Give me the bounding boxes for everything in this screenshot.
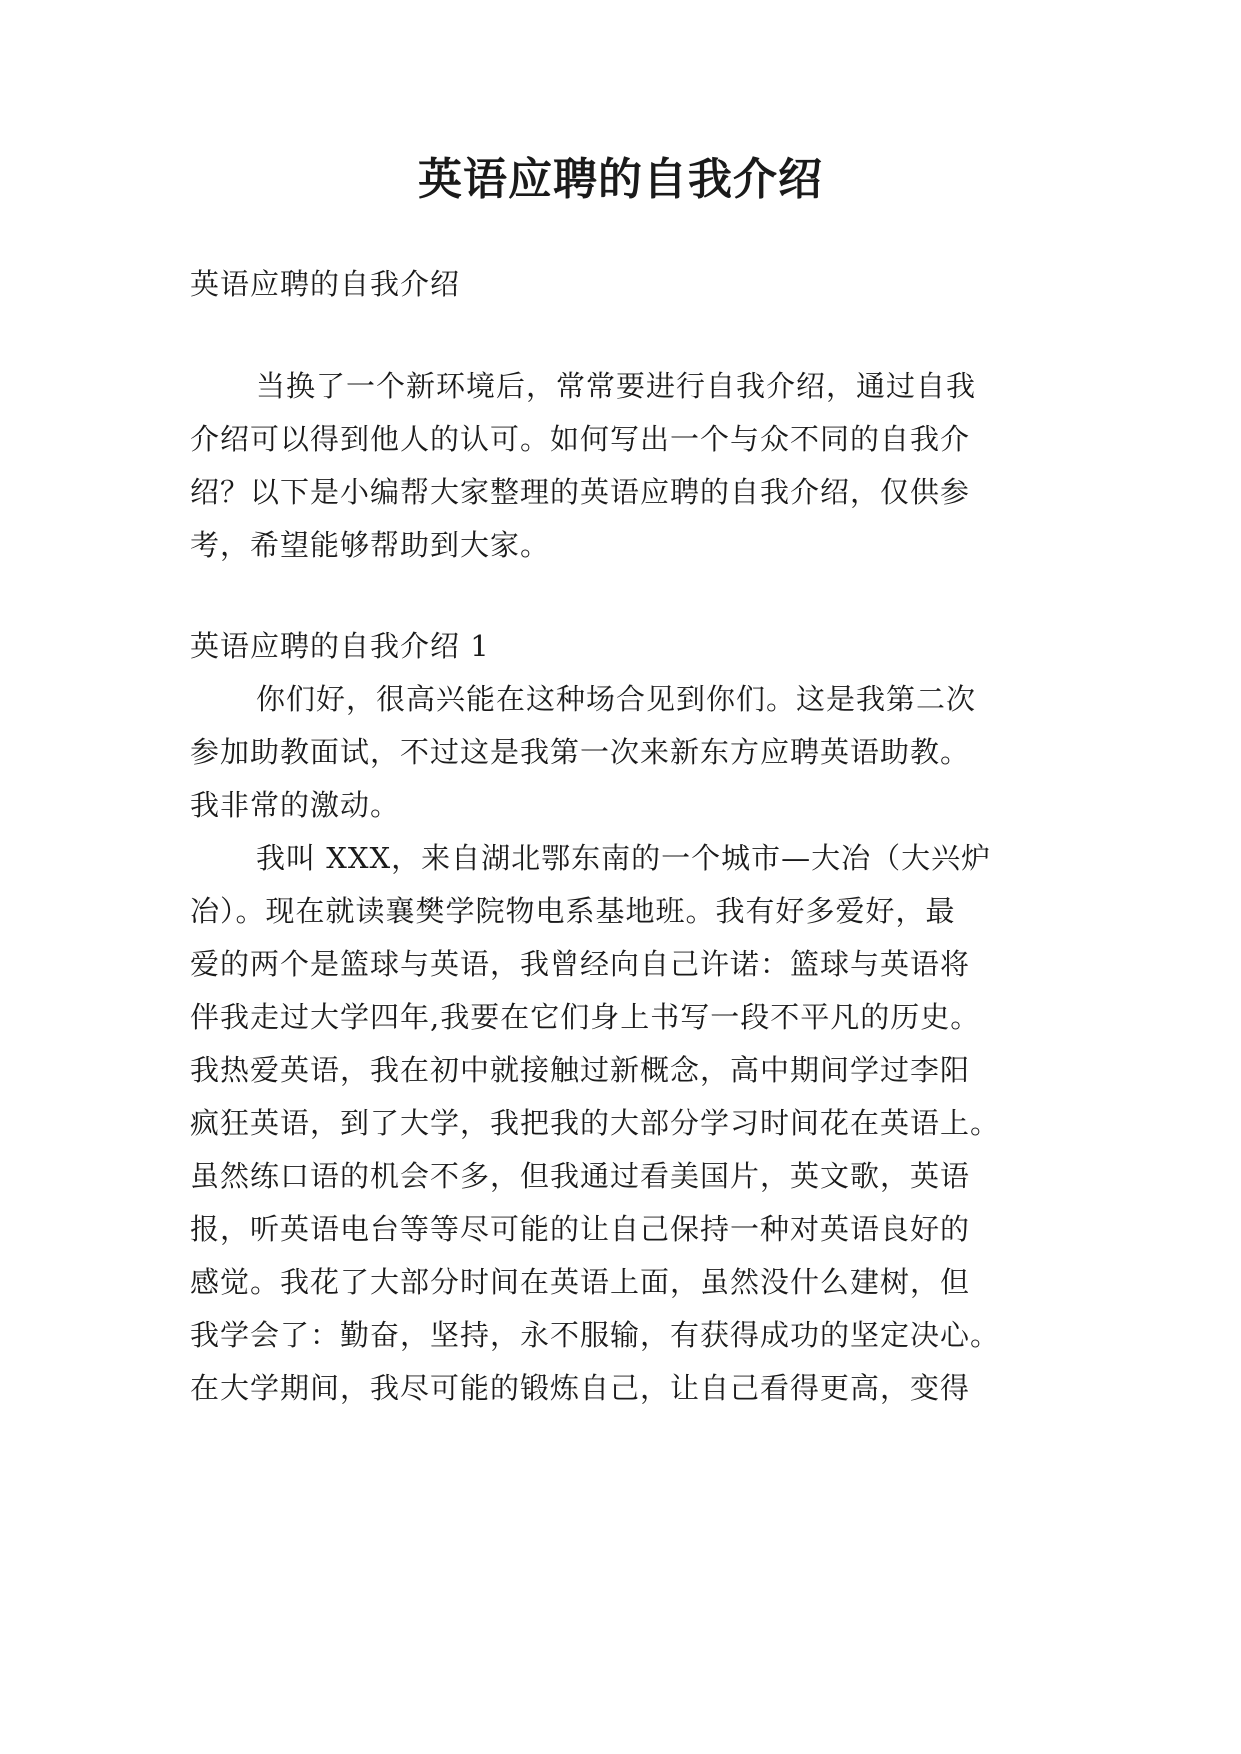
paragraph-line: 我非常的激动。: [190, 788, 401, 822]
paragraph-line: 参加助教面试，不过这是我第一次来新东方应聘英语助教。: [190, 735, 971, 769]
paragraph-line: 我学会了：勤奋，坚持，永不服输，有获得成功的坚定决心。: [190, 1318, 1001, 1352]
paragraph-line: 伴我走过大学四年,我要在它们身上书写一段不平凡的历史。: [190, 1000, 981, 1034]
intro-line: 考，希望能够帮助到大家。: [190, 528, 551, 562]
paragraph-line: 冶）。现在就读襄樊学院物电系基地班。我有好多爱好，最: [190, 894, 956, 928]
intro-line: 绍？以下是小编帮大家整理的英语应聘的自我介绍，仅供参: [190, 475, 971, 509]
paragraph-line: 疯狂英语，到了大学，我把我的大部分学习时间花在英语上。: [190, 1106, 1001, 1140]
paragraph-line: 我热爱英语，我在初中就接触过新概念，高中期间学过李阳: [190, 1053, 971, 1087]
intro-line: 当换了一个新环境后，常常要进行自我介绍，通过自我: [256, 369, 977, 403]
paragraph-line: 感觉。我花了大部分时间在英语上面，虽然没什么建树，但: [190, 1265, 971, 1299]
subtitle: 英语应聘的自我介绍: [190, 267, 461, 301]
paragraph-line: 我叫 XXX，来自湖北鄂东南的一个城市—大冶（大兴炉: [256, 841, 992, 875]
paragraph-line: 爱的两个是篮球与英语，我曾经向自己许诺：篮球与英语将: [190, 947, 971, 981]
paragraph-line: 虽然练口语的机会不多，但我通过看美国片，英文歌，英语: [190, 1159, 971, 1193]
document-title: 英语应聘的自我介绍: [418, 154, 823, 205]
section-heading: 英语应聘的自我介绍 1: [190, 629, 490, 663]
paragraph-line: 在大学期间，我尽可能的锻炼自己，让自己看得更高，变得: [190, 1371, 971, 1405]
paragraph-line: 你们好，很高兴能在这种场合见到你们。这是我第二次: [256, 682, 977, 716]
intro-line: 介绍可以得到他人的认可。如何写出一个与众不同的自我介: [190, 422, 971, 456]
paragraph-line: 报，听英语电台等等尽可能的让自己保持一种对英语良好的: [190, 1212, 971, 1246]
